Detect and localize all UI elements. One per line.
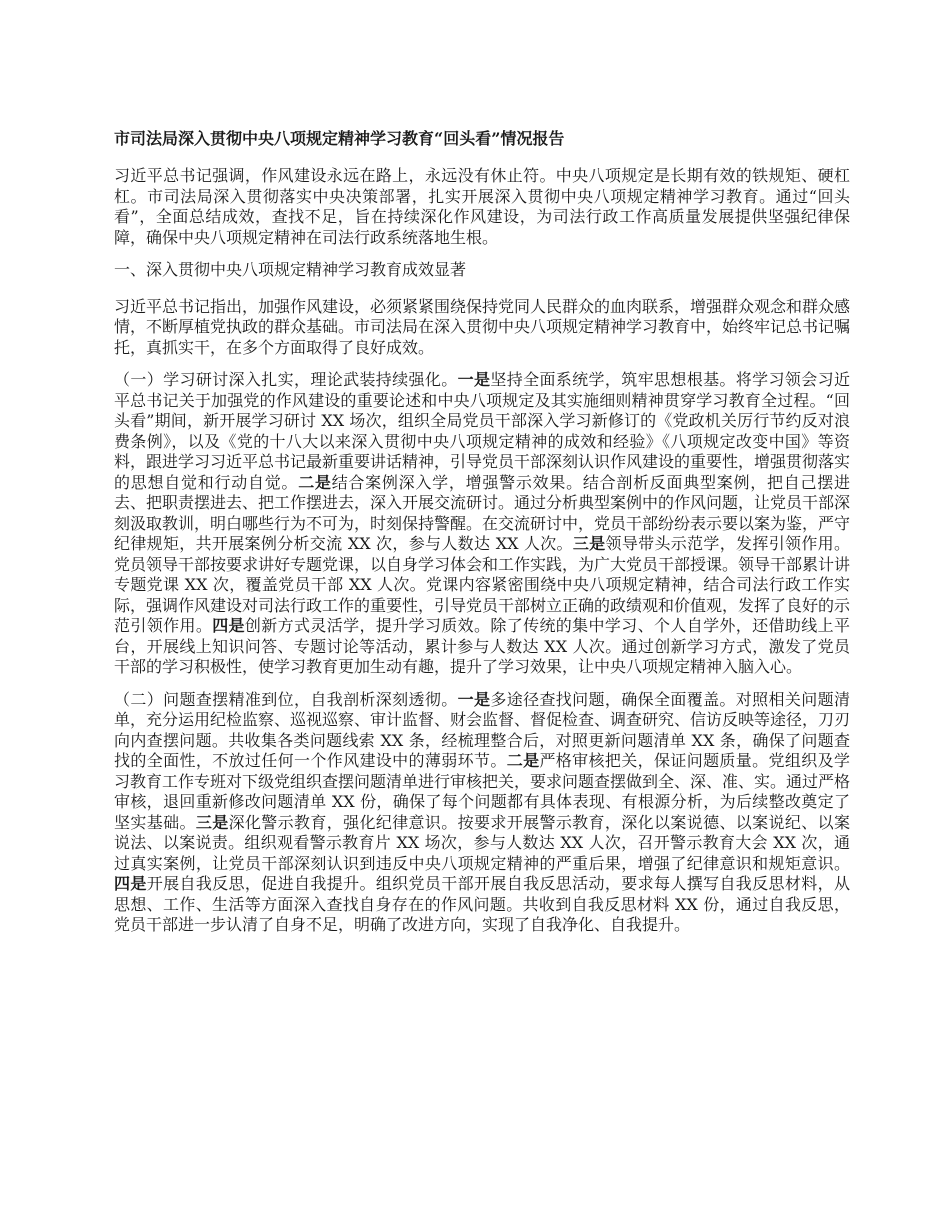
- subsection-2-paragraph: [114, 690, 850, 936]
- subsection-1-opening: （一）学习研讨深入扎实，理论武装持续强化。: [114, 370, 458, 389]
- subsection-1-lead-1: 一是: [457, 370, 491, 389]
- subsection-2-text-3: 深化警示教育，强化纪律意识。按要求开展警示教育，深化以案说德、以案说纪、以案说法、以案说责。组织观看警示教育片 XX 场次，参与人数达 XX 人次，召开警示教育大会 XX 次，通过真实案例，让党员干部深刻认识到违反中央八项规定精神的严重后果，增强了纪律意识和规矩意识。: [114, 812, 850, 873]
- subsection-2-lead-3: 三是: [195, 812, 229, 832]
- subsection-1-paragraph: [114, 370, 850, 678]
- intro-paragraph: 习近平总书记强调，作风建设永远在路上，永远没有休止符。中央八项规定是长期有效的铁规矩、硬杠杠。市司法局深入贯彻落实中央决策部署，扎实开展深入贯彻中央八项规定精神学习教育。通过“回头看”，全面总结成效，查找不足，旨在持续深化作风建设，为司法行政工作高质量发展提供坚强纪律保障，确保中央八项规定精神在司法行政系统落地生根。: [114, 166, 850, 247]
- document-title: 市司法局深入贯彻中央八项规定精神学习教育“回头看”情况报告: [114, 129, 565, 148]
- subsection-1-lead-2: 二是: [298, 472, 332, 492]
- subsection-2-lead-2: 二是: [506, 751, 540, 770]
- subsection-1-text-2: 结合案例深入学，增强警示效果。结合剖析反面典型案例，把自己摆进去、把职责摆进去、把工作摆进去，深入开展交流研讨。通过分析典型案例中的作风问题，让党员干部深刻汲取教训，明白哪些行为不可为，时刻保持警醒。在交流研讨中，党员干部纷纷表示要以案为鉴，严守纪律规矩，共开展案例分析交流 XX 次，参与人数达 XX 人次。: [114, 472, 851, 553]
- subsection-1-text-3: 领导带头示范学，发挥引领作用。党员领导干部按要求讲好专题党课，以自身学习体会和工作实践，为广大党员干部授课。领导干部累计讲专题党课 XX 次，覆盖党员干部 XX 人次。党课内容紧密围绕中央八项规定精神，结合司法行政工作实际，强调作风建设对司法行政工作的重要性，引导党员干部树立正确的政绩观和价值观，发挥了良好的示范引领作用。: [114, 534, 851, 635]
- section-1-intro-paragraph: 习近平总书记指出，加强作风建设，必须紧紧围绕保持党同人民群众的血肉联系，增强群众观念和群众感情，不断厚植党执政的群众基础。市司法局在深入贯彻中央八项规定精神学习教育中，始终牢记总书记嘱托，真抓实干，在多个方面取得了良好成效。: [114, 296, 851, 357]
- section-1-heading: 一、深入贯彻中央八项规定精神学习教育成效显著: [114, 260, 467, 279]
- subsection-1-text-4: 创新方式灵活学，提升学习质效。除了传统的集中学习、个人自学外，还借助线上平台，开展线上知识问答、专题讨论等活动，累计参与人数达 XX 人次。通过创新学习方式，激发了党员干部的学习积极性，使学习教育更加生动有趣，提升了学习效果，让中央八项规定精神入脑入心。: [114, 616, 850, 676]
- subsection-2-opening: （二）问题查摆精准到位，自我剖析深刻透彻。: [114, 689, 458, 709]
- subsection-2-text-1: 多途径查找问题，确保全面覆盖。对照相关问题清单，充分运用纪检监察、巡视巡察、审计监督、财会监督、督促检查、调查研究、信访反映等途径，刀刃向内查摆问题。共收集各类问题线索 XX 条，经梳理整合后，对照更新问题清单 XX 条，确保了问题查找的全面性，不放过任何一个作风建设中的薄弱环节。: [114, 689, 851, 770]
- subsection-2-lead-1: 一是: [457, 689, 491, 709]
- subsection-2-text-4: 开展自我反思，促进自我提升。组织党员干部开展自我反思活动，要求每人撰写自我反思材料，从思想、工作、生活等方面深入查找自身存在的作风问题。共收到自我反思材料 XX 份，通过自我反思，党员干部进一步认清了自身不足，明确了改进方向，实现了自我净化、自我提升。: [114, 874, 850, 934]
- subsection-2-text-2: 严格审核把关，保证问题质量。党组织及学习教育工作专班对下级党组织查摆问题清单进行审核把关，要求问题查摆做到全、深、准、实。通过严格审核，退回重新修改问题清单 XX 份，确保了每个问题都有具体表现、有根源分析，为后续整改奠定了坚实基础。: [114, 751, 851, 832]
- subsection-1-lead-4: 四是: [212, 616, 245, 635]
- document-page: [114, 128, 850, 948]
- subsection-2-lead-4: 四是: [114, 874, 147, 893]
- subsection-1-text-1: 坚持全面系统学，筑牢思想根基。将学习领会习近平总书记关于加强党的作风建设的重要论述和中央八项规定及其实施细则精神贯穿学习教育全过程。“回头看”期间，新开展学习研讨 XX 场次，组织全局党员干部深入学习新修订的《党政机关厉行节约反对浪费条例》，以及《党的十八大以来深入贯彻中央八项规定精神的成效和经验》《八项规定改变中国》等资料，跟进学习习近平总书记最新重要讲话精神，引导党员干部深刻认识作风建设的重要性，增强贯彻落实的思想自觉和行动自觉。: [114, 370, 851, 492]
- subsection-1-lead-3: 三是: [572, 534, 606, 553]
